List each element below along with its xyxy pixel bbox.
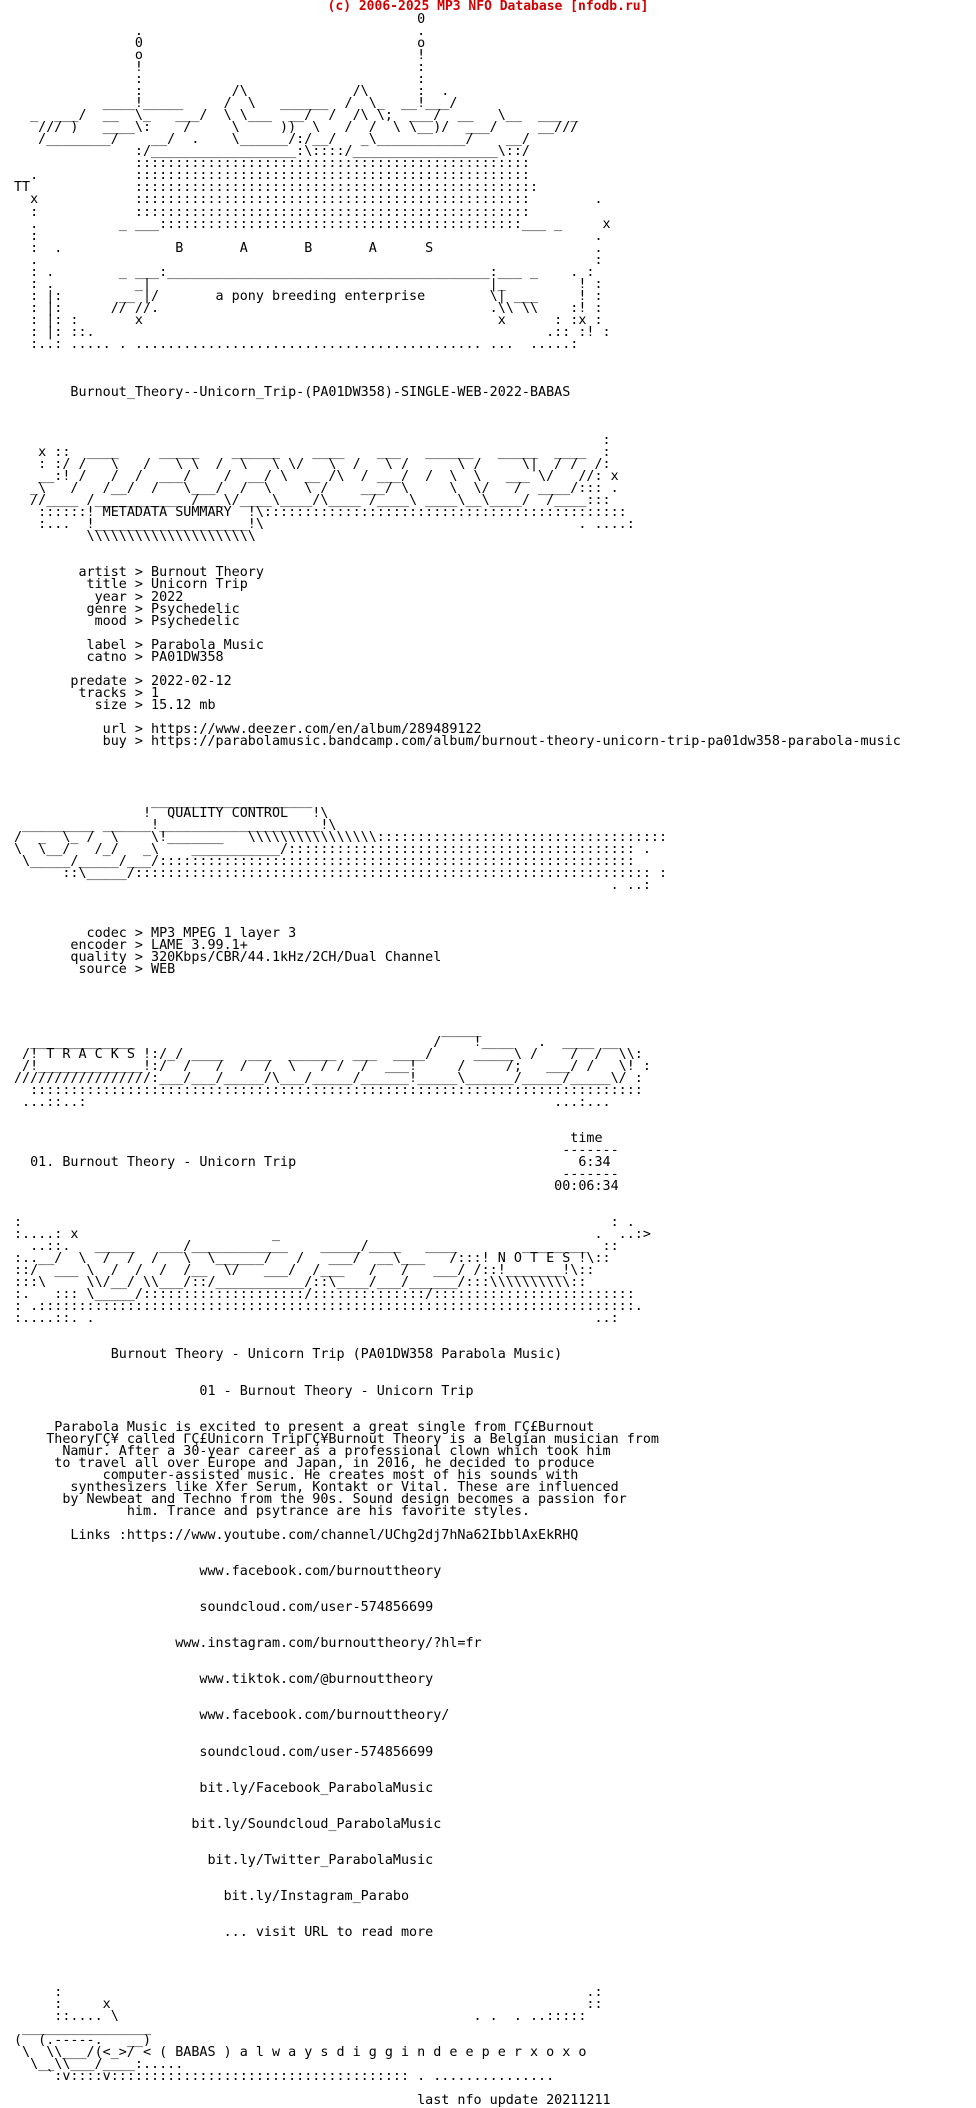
nfo-line xyxy=(14,1109,974,1121)
nfo-line: /!_____________!:/ / / / / \ / / / ___! / /; ___/ / \! : xyxy=(14,1058,651,1074)
nfo-line: _____________ / !____ . ____ __ xyxy=(14,1034,619,1050)
nfo-line: 01 - Burnout Theory - Unicorn Trip xyxy=(14,1383,474,1399)
nfo-line: 0 xyxy=(14,12,426,27)
nfo-line: mood > Psychedelic xyxy=(14,613,240,629)
nfo-line xyxy=(14,1903,974,1915)
nfo-line: `:v::::v::::::::::::::::::::::::::::::::::::: . ............... xyxy=(14,2069,555,2085)
nfo-line: _________ ______!____________________!\ xyxy=(14,818,337,834)
nfo-line: /________/ __/ . \______/:/__/ _\___________/ __/ xyxy=(14,132,530,148)
nfo-line: 01. Burnout Theory - Unicorn Trip 6:34 xyxy=(14,1154,611,1170)
nfo-line xyxy=(14,1975,974,1987)
nfo-line: . ..: xyxy=(14,878,651,894)
nfo-line xyxy=(14,760,974,772)
nfo-line: TT :::::::::::::::::::::::::::::::::::::::::::::::::: xyxy=(14,180,539,196)
nfo-line: to travel all over Europe and Japan, in 2016, he decided to produce xyxy=(14,1455,595,1471)
nfo-line xyxy=(14,351,974,363)
nfo-line: 00:06:34 xyxy=(14,1179,619,1195)
nfo-line xyxy=(14,1686,974,1698)
nfo-line: :..__/ \ / / / \ \______/ / ___/ __\___ /:::! N O T E S !\:: xyxy=(14,1251,611,1267)
nfo-line: ::.... \ . . . ..::::: xyxy=(14,2009,587,2025)
nfo-line: __:! / / / ___/ / __/ \ __ /\ / ___/ / \ \ ___ \/ //: x xyxy=(14,469,619,485)
nfo-link-line[interactable]: bit.ly/Facebook_ParabolaMusic xyxy=(14,1780,434,1796)
nfo-line: by Newbeat and Techno from the 90s. Sound design becomes a passion for xyxy=(14,1491,627,1507)
nfo-line xyxy=(14,1939,974,1951)
nfo-line: ( (.-----. __) xyxy=(14,2033,152,2049)
nfo-line: Burnout Theory - Unicorn Trip (PA01DW358 Parabola Music) xyxy=(14,1347,563,1363)
nfo-line: ::::::! METADATA SUMMARY !\::::::::::::::::::::::::::::::::::::::::::::: xyxy=(14,505,627,521)
nfo-line: \__\\___/____:..... xyxy=(14,2057,184,2073)
nfo-line: ! QUALITY CONTROL !\ xyxy=(14,806,329,822)
nfo-line: _\ / /__/ / \___/ / \ \ / ___/ \ \ \/ / ____/::: . xyxy=(14,481,619,497)
nfo-line: time xyxy=(14,1130,603,1146)
nfo-line: . ::::::::::::::::::::::::::::::::::::::::::::::::: xyxy=(14,168,530,184)
nfo-line: source > WEB xyxy=(14,962,176,978)
nfo-link-line[interactable]: url > https://www.deezer.com/en/album/289489122 xyxy=(14,721,482,737)
nfo-line xyxy=(14,1578,974,1590)
nfo-line: : |: __ |/ a pony breeding enterprise \| ___ ! : xyxy=(14,288,603,304)
nfo-line: Namur. After a 30-year career as a professional clown which took him xyxy=(14,1443,611,1459)
nfo-link-line[interactable]: www.facebook.com/burnouttheory/ xyxy=(14,1708,450,1724)
nfo-line: / _ \_ / \ \!_______ \\\\\\\\\\\\\\\\:::::::::::::::::::::::::::::::::::: xyxy=(14,830,668,846)
nfo-line: \ \__/ /_/ _\ ___________/::::::::::::::::::::::::::::::::::::::::::: . xyxy=(14,842,651,858)
nfo-link-line[interactable]: www.instagram.com/burnouttheory/?hl=fr xyxy=(14,1636,482,1652)
nfo-line xyxy=(14,1001,974,1013)
nfo-line: Burnout_Theory--Unicorn_Trip-(PA01DW358)-SINGLE-WEB-2022-BABAS xyxy=(14,384,571,400)
nfo-link-line[interactable]: bit.ly/Instagram_Parabo xyxy=(14,1888,410,1904)
nfo-line: : ::::::::::::::::::::::::::::::::::::::::::::::::: xyxy=(14,204,530,220)
nfo-line: \ \\___/(<_>/ < ( BABAS ) a l w a y s d i g g i n d e e p e r x o x o xyxy=(14,2045,587,2061)
nfo-line xyxy=(14,772,974,784)
nfo-line xyxy=(14,399,974,411)
nfo-line: ::/ ___ \ / / / /__ \/ ___/ /___ / / ___/ /::!_______!\:: xyxy=(14,1263,595,1279)
nfo-line: : . B A B A S . xyxy=(14,240,603,256)
nfo-line: /! T R A C K S !:/_/ ____ ___ ______ ___ ____/ _____\ / / / \\: xyxy=(14,1046,643,1062)
nfo-line: . . xyxy=(14,24,426,40)
nfo-line: encoder > LAME 3.99.1+ xyxy=(14,938,248,954)
nfo-line: /////////////////:___/___/_____/\___/_____/______!_____\______/_____/_____\/ : xyxy=(14,1070,643,1086)
nfo-line: :... !___________________!\ . ....: xyxy=(14,517,635,533)
nfo-line xyxy=(14,1867,974,1879)
nfo-line: : |: // //. .\\ \\ :! : xyxy=(14,300,603,316)
nfo-line: catno > PA01DW358 xyxy=(14,649,224,665)
nfo-line: : . xyxy=(14,228,603,244)
nfo-line: _____ xyxy=(14,1022,482,1038)
nfo-line xyxy=(14,1398,974,1410)
nfo-line: : x :: xyxy=(14,1997,603,2013)
nfo-line: :....::. . ..: xyxy=(14,1311,619,1327)
nfo-line xyxy=(14,1542,974,1554)
nfo-line: 0 o xyxy=(14,36,426,52)
nfo-line: label > Parabola Music xyxy=(14,637,264,653)
nfo-line: _ ___/ __ \_ ___/ \ \___ __/ / /\ \; ___/ __ \__ ___ _ xyxy=(14,108,579,124)
nfo-line: ::::::::::::::::::::::::::::::::::::::::::::::::: xyxy=(14,156,530,172)
nfo-line: ------- xyxy=(14,1167,619,1182)
nfo-line: : |: ::. .:: :! : xyxy=(14,324,611,340)
nfo-line: codec > MP3 MPEG 1 layer 3 xyxy=(14,926,297,942)
nfo-line: year > 2022 xyxy=(14,589,184,605)
nfo-link-line[interactable]: www.facebook.com/burnouttheory xyxy=(14,1564,442,1580)
nfo-line: ____________________ xyxy=(14,794,313,810)
nfo-line: title > Unicorn Trip xyxy=(14,577,248,593)
nfo-link-line[interactable]: bit.ly/Soundcloud_ParabolaMusic xyxy=(14,1816,442,1832)
nfo-line: : : xyxy=(14,72,426,88)
nfo-line: :/__________________:\::::/__________________\::/ xyxy=(14,144,530,160)
nfo-line: . _ ___:::::::::::::::::::::::::::::::::::::::::::::___ _ x xyxy=(14,216,611,232)
nfo-text xyxy=(14,14,974,2107)
nfo-line: ... visit URL to read more xyxy=(14,1924,434,1940)
nfo-link-line[interactable]: www.tiktok.com/@burnouttheory xyxy=(14,1672,434,1688)
nfo-line xyxy=(14,1831,974,1843)
nfo-line: TheoryΓÇ¥ called ΓÇ£Unicorn TripΓÇ¥Burnout Theory is a Belgian musician from xyxy=(14,1431,659,1447)
nfo-line: last nfo update 20211211 xyxy=(14,2093,611,2108)
nfo-link-line[interactable]: soundcloud.com/user-574856699 xyxy=(14,1600,434,1616)
nfo-line: : xyxy=(14,433,611,449)
nfo-line xyxy=(14,1722,974,1734)
nfo-line: size > 15.12 mb xyxy=(14,697,216,713)
nfo-line: : . _| |_ ! : xyxy=(14,276,603,292)
nfo-line xyxy=(14,2083,974,2095)
nfo-line: x ::::::::::::::::::::::::::::::::::::::::::::::::: . xyxy=(14,192,603,208)
nfo-line: computer-assisted music. He creates most of his sounds with xyxy=(14,1467,579,1483)
nfo-line: : /\ /\ : . xyxy=(14,84,450,100)
nfo-line xyxy=(14,1759,974,1771)
nfo-link-line[interactable]: bit.ly/Twitter_ParabolaMusic xyxy=(14,1852,434,1868)
nfo-line: artist > Burnout Theory xyxy=(14,565,264,581)
nfo-line: . : xyxy=(14,252,603,268)
nfo-line: : : . xyxy=(14,1215,635,1231)
nfo-line xyxy=(14,1614,974,1626)
nfo-line: o ! xyxy=(14,48,426,64)
nfo-line: /// ) ____\: / \ )) \ / / \ \__)/ ___/ __/// xyxy=(14,120,579,136)
nfo-line: : :/ / \ / \ \ / \ \ \/ \ / \ / \ / \| / / /: xyxy=(14,457,611,473)
nfo-line: //____ /___________ /___\/____\____/\____ /____\ ____\__\____/ /____::: xyxy=(14,493,611,509)
nfo-line: : .::::::::::::::::::::::::::::::::::::::::::::::::::::::::::::::::::::::::::. xyxy=(14,1299,643,1315)
site-header: (c) 2006-2025 MP3 NFO Database [nfodb.ru] xyxy=(327,0,649,14)
nfo-line xyxy=(14,1362,974,1374)
nfo-line: genre > Psychedelic xyxy=(14,601,240,617)
nfo-line xyxy=(14,977,974,989)
nfo-line: ________________ xyxy=(14,2021,579,2037)
nfo-line: ..::. _____ ___/____________ _____/____ ____ ________ :: xyxy=(14,1239,619,1255)
nfo-line xyxy=(14,1325,974,1337)
nfo-line xyxy=(14,1963,974,1975)
nfo-line xyxy=(14,1951,974,1963)
nfo-line xyxy=(14,1795,974,1807)
nfo-line xyxy=(14,892,974,904)
nfo-line: Parabola Music is excited to present a great single from ΓÇ£Burnout xyxy=(14,1419,595,1435)
nfo-line: ::\_____/:::::::::::::::::::::::::::::::::::::::::::::::::::::::::::::::: : xyxy=(14,866,668,882)
nfo-line xyxy=(14,748,974,760)
nfo-line: :::\ \\/__/ \\___/::/___________/::\____/___/______/:::\\\\\\\\\\:: xyxy=(14,1275,587,1291)
nfo-line xyxy=(14,904,974,916)
nfo-line xyxy=(14,1650,974,1662)
nfo-line: x :: ____ _____ ______ ____ ___ ______ _____ ____ : xyxy=(14,445,611,461)
nfo-line xyxy=(14,363,974,375)
nfo-line: ! : xyxy=(14,60,426,76)
nfo-link-line[interactable]: buy > https://parabolamusic.bandcamp.com/album/burnout-theory-unicorn-trip-pa01dw358-parabola-music xyxy=(14,733,901,749)
nfo-line: predate > 2022-02-12 xyxy=(14,673,232,689)
nfo-line: \\\\\\\\\\\\\\\\\\\\\ xyxy=(14,529,256,545)
nfo-line: him. Trance and psytrance are his favorite styles. xyxy=(14,1503,530,1519)
nfo-link-line[interactable]: Links :https://www.youtube.com/channel/UChg2dj7hNa62IbblAxEkRHQ xyxy=(14,1527,579,1543)
nfo-line: synthesizers like Xfer Serum, Kontakt or Vital. These are influenced xyxy=(14,1479,619,1495)
nfo-link-line[interactable]: soundcloud.com/user-574856699 xyxy=(14,1744,434,1760)
nfo-line xyxy=(14,989,974,1001)
nfo-line xyxy=(14,411,974,423)
nfo-line: \_____/_____/___/::::::::::::::::::::::::::::::::::::::::::::::::::::::::::: xyxy=(14,854,635,870)
nfo-line: quality > 320Kbps/CBR/44.1kHz/2CH/Dual Channel xyxy=(14,950,442,966)
nfo-line: ------- xyxy=(14,1142,619,1158)
nfo-line: : . _ ___:________________________________________:___ _ . : xyxy=(14,264,595,280)
nfo-line xyxy=(14,1193,974,1205)
nfo-line: tracks > 1 xyxy=(14,685,160,701)
nfo-line: : |: : x x : :x : xyxy=(14,312,603,328)
nfo-line: :....: x _ . ..:> xyxy=(14,1227,651,1243)
nfo-line: ...::..: ...:... xyxy=(14,1094,611,1110)
nfo-line: : .: xyxy=(14,1985,603,2001)
nfo-line: :::::::::::::::::::::::::::::::::::::::::::::::::::::::::::::::::::::::::::: xyxy=(14,1082,643,1098)
nfo-line: :..: ..... . ........................................... ... .....: xyxy=(14,336,579,352)
nfo-line xyxy=(14,543,974,555)
nfo-line: :. ::: \_____/::::::::::::::::::::/::::::::::::::/::::::::::::::::::::::::: xyxy=(14,1287,635,1303)
nfo-line: ____!_____ / \ ______ / \_ __!___/ xyxy=(14,96,458,112)
